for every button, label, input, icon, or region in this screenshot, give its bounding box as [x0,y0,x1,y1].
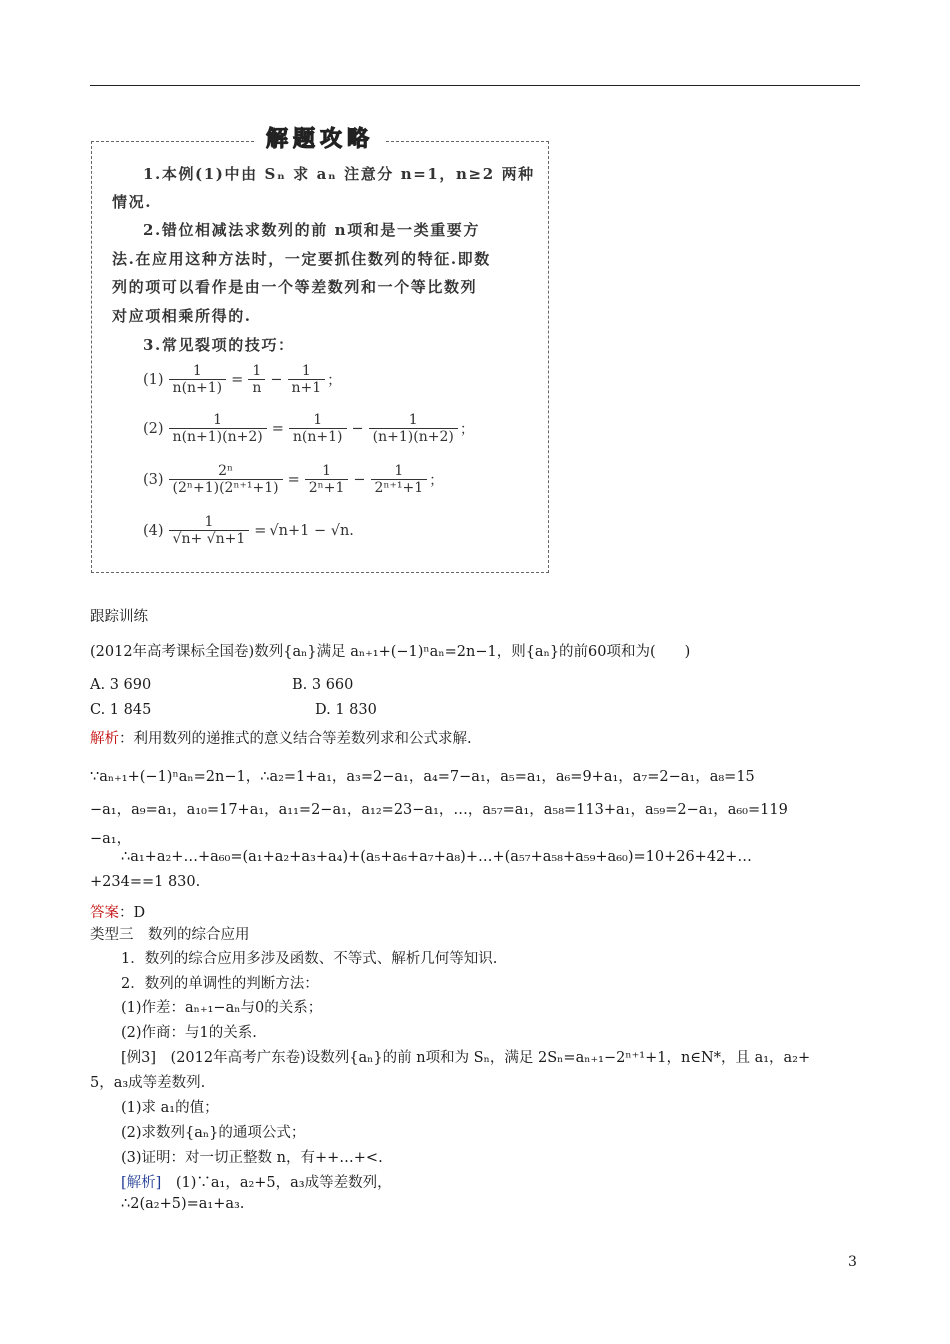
tip-2-line-b: 法.在应用这种方法时，一定要抓住数列的特征.即数 [112,250,491,268]
question-1: (1)求 a₁的值； [121,1100,219,1116]
solution-line-1: ∵aₙ₊₁+(−1)ⁿaₙ=2n−1，∴a₂=1+a₁，a₃=2−a₁，a₄=7−a₁，a₅=a₁，a₆=9+a₁，a₇=2−a₁，a₈=15 [90,769,755,785]
tip-3-heading: 3.常见裂项的技巧： [143,336,295,354]
tips-box-title: 解题攻略 [255,124,385,154]
analysis-label: 解析 [90,731,119,747]
type3-heading: 类型三 数列的综合应用 [90,927,250,943]
tip-1-line-a: 1.本例(1)中由 Sₙ 求 aₙ 注意分 n=1，n≥2 两种 [143,165,535,183]
answer-label: 答案 [90,905,119,921]
example-3-line-a: [例3] (2012年高考广东卷)设数列{aₙ}的前 n项和为 Sₙ，满足 2Sₙ=aₙ₊₁−2ⁿ⁺¹+1，n∈N*，且 a₁，a₂+ [121,1050,811,1066]
page-number: 3 [848,1254,857,1270]
answer-line: 答案：D [90,905,146,921]
tip-2-line-a: 2.错位相减法求数列的前 n项和是一类重要方 [143,221,480,239]
option-c: C. 1 845 [90,702,152,718]
solution-line-5: +234==1 830. [90,874,201,890]
example-3-line-b: 5，a₃成等差数列. [90,1075,206,1091]
question-3: (3)证明：对一切正整数 n，有++…+<. [121,1150,383,1166]
solution-line-3: −a₁， [90,831,132,847]
option-d: D. 1 830 [315,702,377,718]
tip-2-line-d: 对应项相乘所得的. [112,307,252,325]
solution-line-2: −a₁，a₉=a₁，a₁₀=17+a₁，a₁₁=2−a₁，a₁₂=23−a₁，…，a₅₇=a₁，a₅₈=113+a₁，a₅₉=2−a₁，a₆₀=119 [90,802,788,818]
solution-label: [解析] [121,1175,162,1191]
formula-3: (3) $\frac{\text{2ⁿ}}{\text{(2ⁿ+1)(2ⁿ⁺¹+1)}}$ = $\frac{1}{\text{2ⁿ+1}}$ − $\frac{1}{\text{2ⁿ⁺¹+1}}$ ； [143,463,444,496]
tip-1-line-b: 情况. [112,193,153,211]
solution-line-4: ∴a₁+a₂+…+a₆₀=(a₁+a₂+a₃+a₄)+(a₅+a₆+a₇+a₈)+…+(a₅₇+a₅₈+a₅₉+a₆₀)=10+26+42+… [121,849,752,865]
option-a: A. 3 690 [90,677,152,693]
formula-1: (1) $\frac{1}{n(n+1)}$ = $\frac{1}{n}$ − $\frac{1}{n+1}$ ； [143,363,342,396]
type3-point-1: 1．数列的综合应用多涉及函数、不等式、解析几何等知识. [121,951,498,967]
question-2: (2)求数列{aₙ}的通项公式； [121,1125,306,1141]
solution-start: [解析] (1)∵a₁，a₂+5，a₃成等差数列， [121,1175,392,1191]
analysis-line: 解析：利用数列的递推式的意义结合等差数列求和公式求解. [90,731,472,747]
type3-point-4: (2)作商：与1的关系. [121,1025,257,1041]
tip-2-line-c: 列的项可以看作是由一个等差数列和一个等比数列 [112,278,478,296]
training-heading: 跟踪训练 [90,609,148,625]
type3-point-2: 2．数列的单调性的判断方法： [121,976,319,992]
solution-step: ∴2(a₂+5)=a₁+a₃. [121,1196,245,1212]
type3-point-3: (1)作差：aₙ₊₁−aₙ与0的关系； [121,1000,323,1016]
top-rule [90,85,860,86]
tips-box [91,141,549,573]
training-question: (2012年高考课标全国卷)数列{aₙ}满足 aₙ₊₁+(−1)ⁿaₙ=2n−1，则{aₙ}的前60项和为( ) [90,644,691,660]
formula-4: (4) $\frac{1}{√n+ √n+1}$ = √n+1 − √n. [143,514,354,547]
option-b: B. 3 660 [292,677,354,693]
formula-2: (2) $\frac{1}{n(n+1)(n+2)}$ = $\frac{1}{n(n+1)}$ − $\frac{1}{(n+1)(n+2)}$ ； [143,412,475,445]
